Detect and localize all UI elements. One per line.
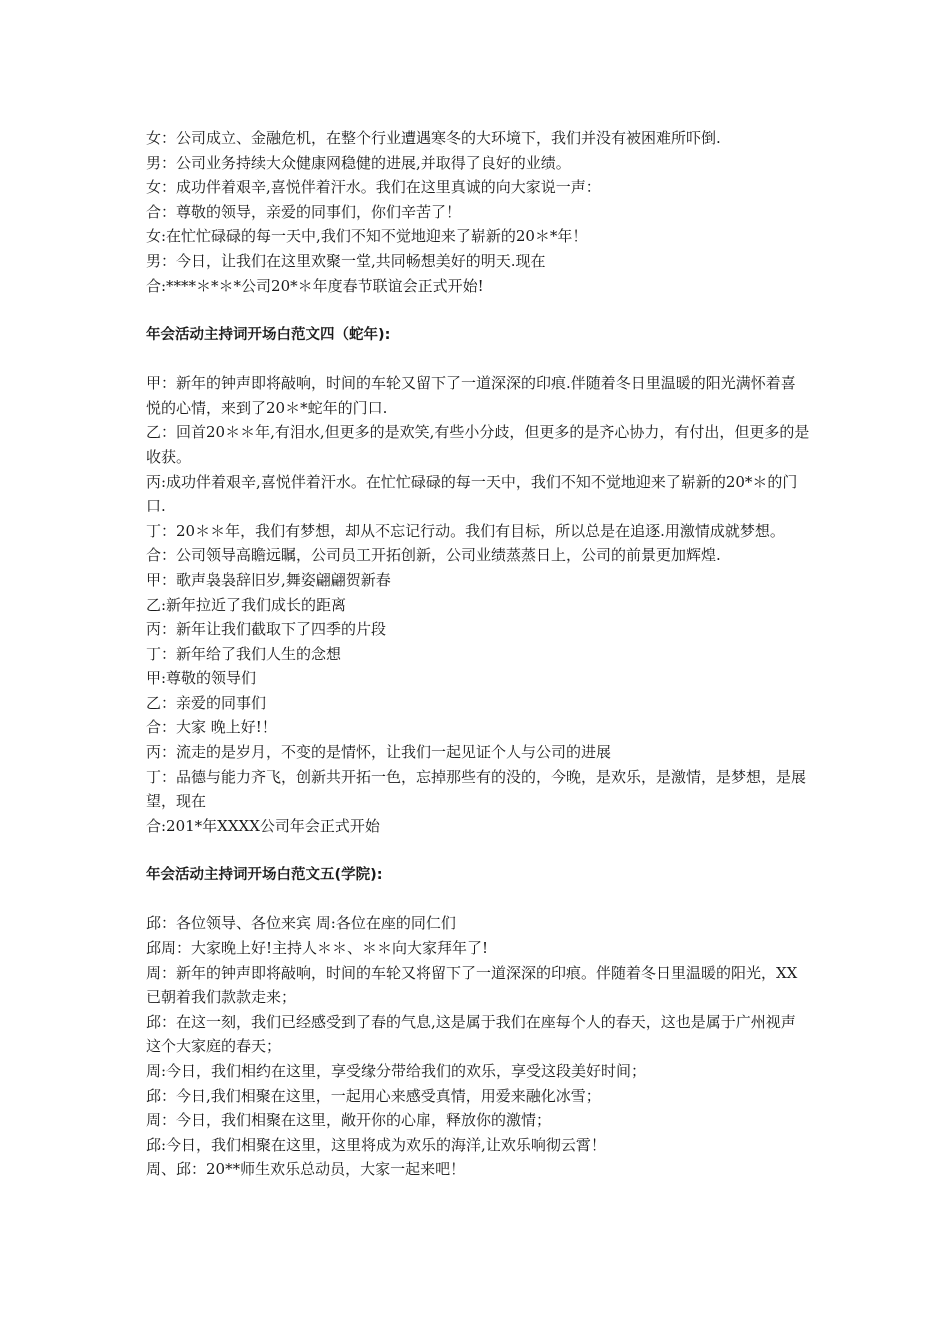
dialogue-line: 男：公司业务持续大众健康网稳健的进展,并取得了良好的业绩。 [146, 153, 571, 172]
dialogue-line: 合:201*年XXXX公司年会正式开始 [146, 816, 380, 835]
dialogue-line: 周：今日，我们相聚在这里，敞开你的心扉，释放你的激情； [146, 1111, 552, 1130]
dialogue-line: 乙：回首20＊＊年,有泪水,但更多的是欢笑,有些小分歧，但更多的是齐心协力，有付出，但更多的是收获。 [146, 423, 810, 466]
dialogue-line: 丁：20＊＊年，我们有梦想，却从不忘记行动。我们有目标，所以总是在追逐.用激情成就梦想。 [146, 521, 785, 540]
dialogue-line: 丙：新年让我们截取下了四季的片段 [146, 620, 387, 639]
dialogue-line: 女:在忙忙碌碌的每一天中,我们不知不觉地迎来了崭新的20＊*年！ [146, 227, 588, 246]
section-dialogue-1 [146, 126, 810, 298]
dialogue-line: 丙:成功伴着艰辛,喜悦伴着汗水。在忙忙碌碌的每一天中，我们不知不觉地迎来了崭新的20*＊的门口. [146, 472, 798, 516]
dialogue-line: 周：新年的钟声即将敲响，时间的车轮又将留下了一道深深的印痕。伴随着冬日里温暖的阳光，XX已朝着我们款款走来； [146, 963, 798, 1007]
dialogue-line: 男：今日，让我们在这里欢聚一堂,共同畅想美好的明天.现在 [146, 251, 546, 270]
section-dialogue-5 [146, 911, 810, 1182]
dialogue-line: 合：尊敬的领导，亲爱的同事们，你们辛苦了！ [146, 202, 462, 221]
dialogue-line: 合：公司领导高瞻远瞩，公司员工开拓创新，公司业绩蒸蒸日上，公司的前景更加辉煌. [146, 546, 721, 565]
dialogue-line: 女：公司成立、金融危机，在整个行业遭遇寒冬的大环境下，我们并没有被困难所吓倒. [146, 129, 721, 147]
section-heading-4: 年会活动主持词开场白范文四（蛇年): [146, 327, 391, 344]
dialogue-line: 合：大家 晚上好!！ [146, 718, 277, 737]
dialogue-line: 丁：新年给了我们人生的念想 [146, 644, 342, 663]
document-page [146, 126, 810, 1182]
dialogue-line: 甲:尊敬的领导们 [146, 669, 257, 688]
dialogue-line: 乙：亲爱的同事们 [146, 693, 267, 712]
dialogue-line: 合:****＊*＊*公司20*＊年度春节联谊会正式开始! [146, 276, 484, 295]
dialogue-line: 甲：歌声袅袅辞旧岁,舞姿翩翩贺新春 [146, 570, 391, 589]
dialogue-line: 邱：各位领导、各位来宾 周:各位在座的同仁们 [146, 914, 456, 933]
dialogue-line: 女：成功伴着艰辛,喜悦伴着汗水。我们在这里真诚的向大家说一声： [146, 178, 601, 197]
dialogue-line: 周:今日，我们相约在这里，享受缘分带给我们的欢乐，享受这段美好时间； [146, 1062, 647, 1080]
dialogue-line: 乙:新年拉近了我们成长的距离 [146, 595, 347, 614]
dialogue-line: 邱:今日，我们相聚在这里，这里将成为欢乐的海洋,让欢乐响彻云霄！ [146, 1135, 606, 1154]
dialogue-line: 邱：今日,我们相聚在这里，一起用心来感受真情，用爱来融化冰雪； [146, 1086, 601, 1105]
section-heading-5: 年会活动主持词开场白范文五(学院): [146, 867, 383, 884]
dialogue-line: 周、邱：20**师生欢乐总动员，大家一起来吧！ [146, 1160, 466, 1179]
section-dialogue-4 [146, 371, 810, 838]
dialogue-line: 邱周：大家晚上好!主持人＊＊、＊＊向大家拜年了! [146, 939, 489, 958]
dialogue-line: 邱：在这一刻，我们已经感受到了春的气息,这是属于我们在座每个人的春天，这也是属于广州视声这个大家庭的春天； [146, 1012, 796, 1056]
dialogue-line: 甲：新年的钟声即将敲响，时间的车轮又留下了一道深深的印痕.伴随着冬日里温暖的阳光满怀着喜悦的心情，来到了20＊*蛇年的门口. [146, 374, 796, 417]
dialogue-line: 丙：流走的是岁月，不变的是情怀，让我们一起见证个人与公司的进展 [146, 743, 612, 762]
dialogue-line: 丁：品德与能力齐飞，创新共开拓一色，忘掉那些有的没的，今晚，是欢乐，是激情，是梦想，是展望，现在 [146, 767, 807, 811]
